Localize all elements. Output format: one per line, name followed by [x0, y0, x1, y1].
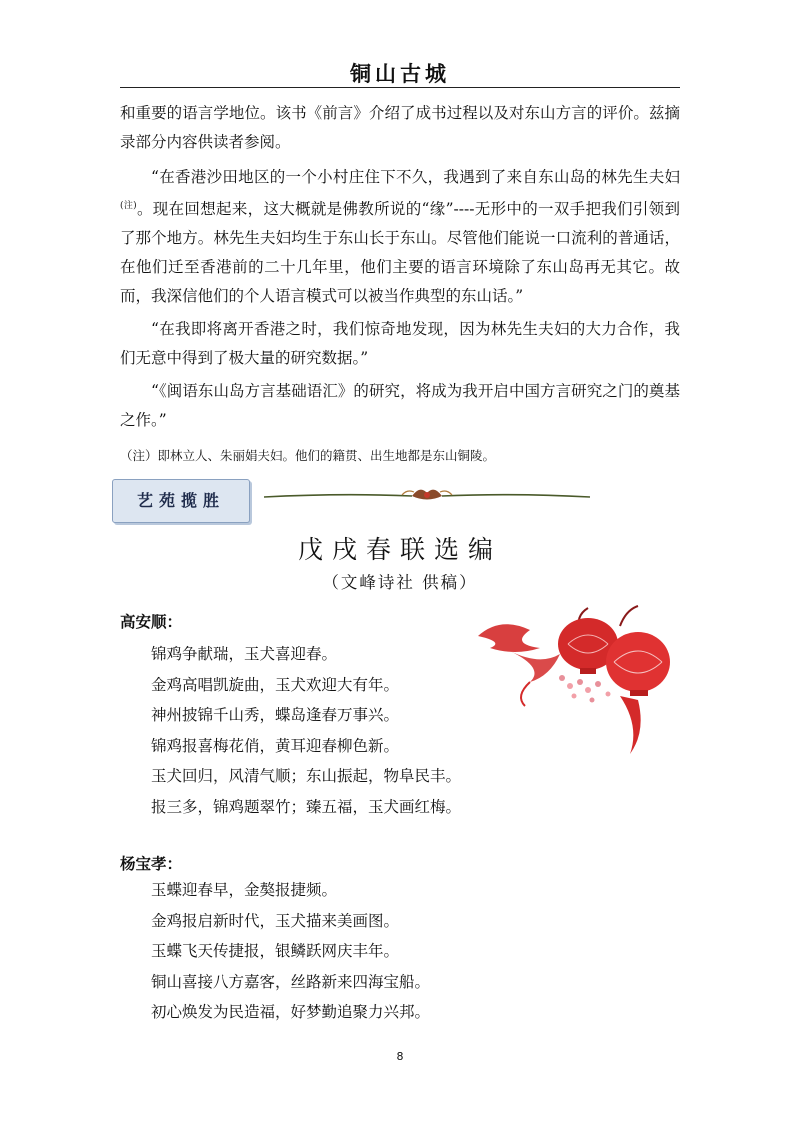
couplet-line: 锦鸡报喜梅花俏，黄耳迎春柳色新。 — [151, 736, 400, 755]
couplet-line: 玉蝶飞天传捷报，银鳞跃网庆丰年。 — [151, 942, 400, 960]
intro-paragraph: 和重要的语言学地位。该书《前言》介绍了成书过程以及对东山方言的评价。兹摘录部分内容供读者参阅。 — [120, 104, 680, 151]
poet-name: 杨宝孝： — [120, 854, 183, 873]
footnote-marker: (注) — [120, 201, 137, 211]
lantern-papercut-icon — [470, 596, 690, 766]
section-subtitle: （文峰诗社 供稿） — [322, 573, 478, 592]
quote-paragraph-3: “《闽语东山岛方言基础语汇》的研究，将成为我开启中国方言研究之门的奠基之作。” — [120, 382, 680, 430]
couplet-line: 报三多，锦鸡题翠竹；臻五福，玉犬画红梅。 — [151, 797, 462, 816]
couplet-line: 铜山喜接八方嘉客，丝路新来四海宝船。 — [151, 972, 431, 991]
page-header-title: 铜山古城 — [350, 61, 450, 86]
couplet-line: 金鸡高唱凯旋曲，玉犬欢迎大有年。 — [151, 675, 400, 694]
footnote: （注）即林立人、朱丽娟夫妇。他们的籍贯、出生地都是东山铜陵。 — [120, 448, 496, 463]
poet-couplets — [151, 875, 531, 1028]
section-badge-label: 艺苑揽胜 — [136, 491, 225, 510]
intro-section — [120, 99, 680, 435]
couplet-line: 玉蝶迎春早，金獒报捷频。 — [151, 881, 338, 899]
ornamental-divider-icon — [262, 481, 592, 511]
section-badge — [112, 479, 250, 523]
couplet-line: 初心焕发为民造福，好梦勤追聚力兴邦。 — [151, 1003, 431, 1021]
poet-name: 高安顺： — [120, 612, 183, 631]
couplet-line: 神州披锦千山秀，蝶岛逢春万事兴。 — [151, 706, 400, 724]
header-divider — [120, 87, 680, 88]
couplet-line: 玉犬回归，风清气顺；东山振起，物阜民丰。 — [151, 767, 462, 785]
couplet-line: 金鸡报启新时代，玉犬描来美画图。 — [151, 911, 400, 930]
quote-1-text-a: “在香港沙田地区的一个小村庄住下不久，我遇到了来自东山岛的林先生夫妇 — [151, 168, 680, 186]
page-number: 8 — [396, 1050, 404, 1063]
quote-paragraph-2: “在我即将离开香港之时，我们惊奇地发现，因为林先生夫妇的大力合作，我们无意中得到了极大量的研究数据。” — [120, 320, 680, 368]
couplet-line: 锦鸡争献瑞，玉犬喜迎春。 — [151, 645, 338, 663]
quote-1-text-b: 。现在回想起来，这大概就是佛教所说的“缘”----无形中的一双手把我们引领到了那个地方。林先生夫妇均生于东山长于东山。尽管他们能说一口流利的普通话，在他们迁至香港前的二十几年里，他们主要的语言环境除了东山岛再无其它。故而，我深信他们的个人语言模式可以被当作典型的东山话。” — [120, 200, 680, 306]
section-title: 戊戌春联选编 — [297, 535, 502, 564]
quote-paragraph-1 — [120, 163, 680, 311]
